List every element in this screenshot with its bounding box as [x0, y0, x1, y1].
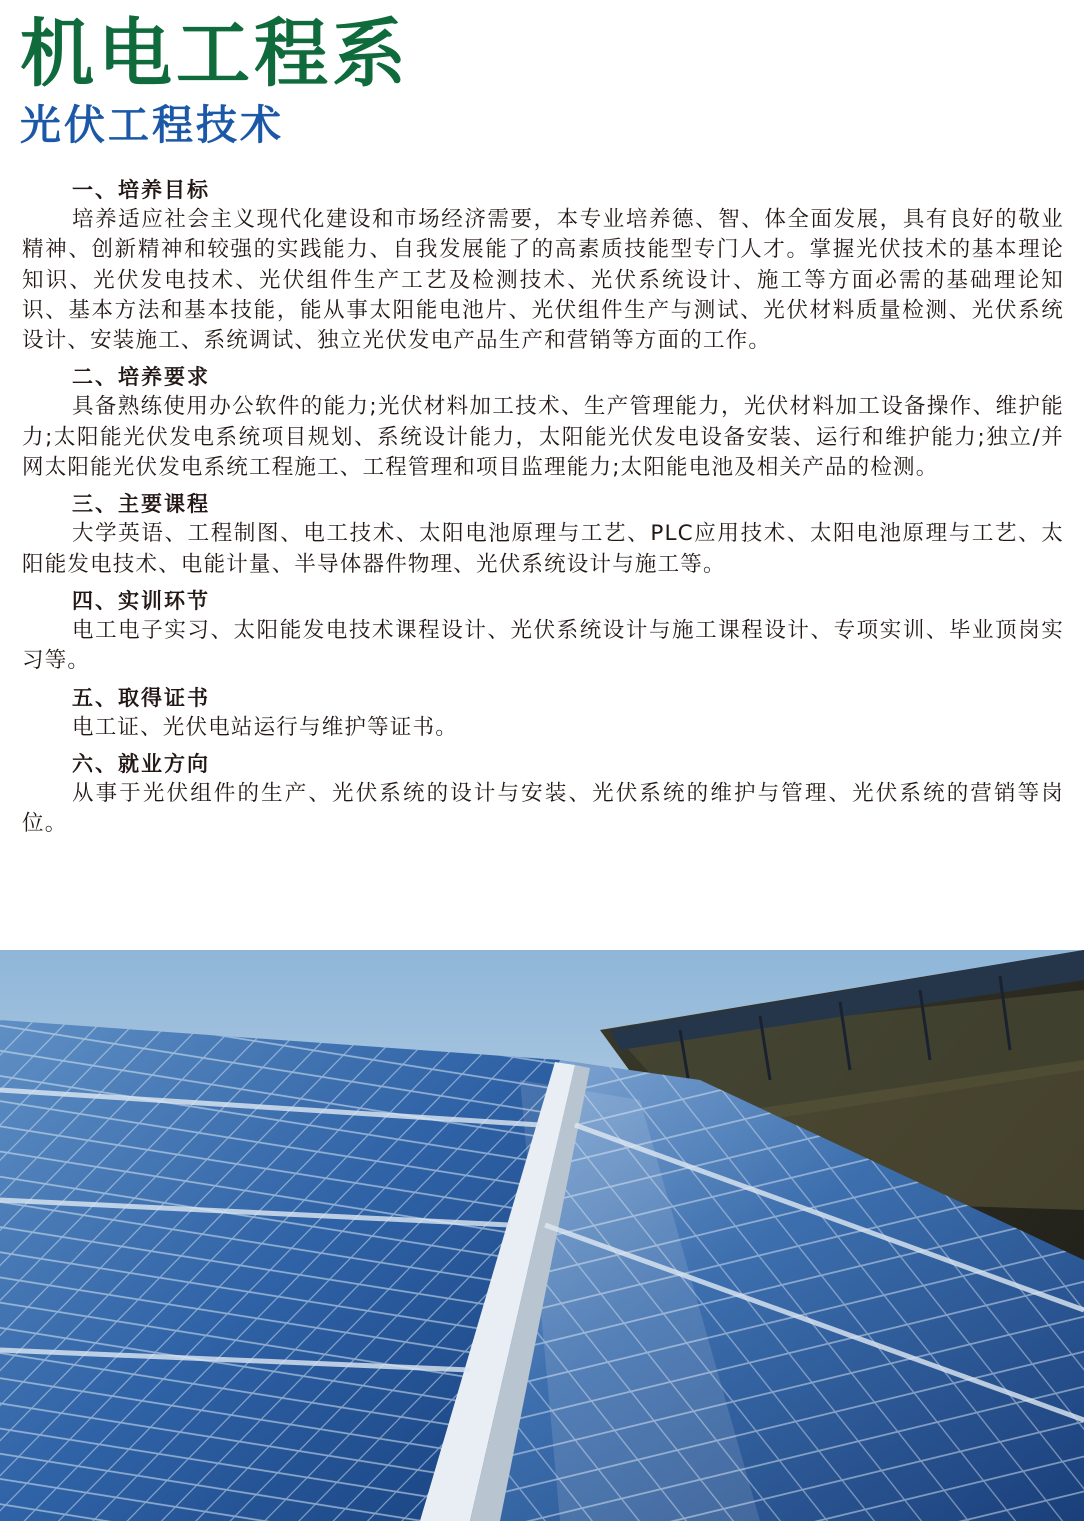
- section-heading: 四、实训环节: [72, 588, 210, 613]
- section-training-goals: [22, 175, 1064, 356]
- section-body: 培养适应社会主义现代化建设和市场经济需要，本专业培养德、智、体全面发展，具有良好的敬业精神、创新精神和较强的实践能力、自我发展能了的高素质技能型专门人才。掌握光伏技术的基本理论知识、光伏发电技术、光伏组件生产工艺及检测技术、光伏系统设计、施工等方面必需的基础理论知识、基本方法和基本技能，能从事太阳能电池片、光伏组件生产与测试、光伏材料质量检测、光伏系统设计、安装施工、系统调试、独立光伏发电产品生产和营销等方面的工作。: [22, 207, 1064, 354]
- section-career-direction: [22, 749, 1064, 840]
- major-title: 光伏工程技术: [20, 101, 284, 149]
- section-body: 具备熟练使用办公软件的能力;光伏材料加工技术、生产管理能力，光伏材料加工设备操作、维护能力;太阳能光伏发电系统项目规划、系统设计能力，太阳能光伏发电设备安装、运行和维护能力;独立/并网太阳能光伏发电系统工程施工、工程管理和项目监理能力;太阳能电池及相关产品的检测。: [22, 394, 1064, 481]
- section-heading: 六、就业方向: [72, 751, 210, 776]
- section-heading: 二、培养要求: [72, 365, 210, 390]
- section-heading: 三、主要课程: [72, 492, 210, 517]
- section-heading: 一、培养目标: [72, 178, 210, 202]
- program-description: [22, 175, 1064, 839]
- section-certificates: [22, 683, 1064, 743]
- section-body: 从事于光伏组件的生产、光伏系统的设计与安装、光伏系统的维护与管理、光伏系统的营销等岗位。: [22, 780, 1064, 837]
- section-body: 大学英语、工程制图、电工技术、太阳电池原理与工艺、PLC应用技术、太阳电池原理与工艺、太阳能发电技术、电能计量、半导体器件物理、光伏系统设计与施工等。: [22, 521, 1064, 577]
- section-heading: 五、取得证书: [72, 685, 210, 710]
- solar-panels-photo: [0, 950, 1084, 1521]
- department-title: 机电工程系: [20, 11, 410, 97]
- section-body: 电工电子实习、太阳能发电技术课程设计、光伏系统设计与施工课程设计、专项实训、毕业顶岗实习等。: [22, 617, 1064, 674]
- section-body: 电工证、光伏电站运行与维护等证书。: [72, 714, 458, 740]
- section-practical-training: [22, 586, 1064, 677]
- section-training-requirements: [22, 362, 1064, 483]
- section-main-courses: [22, 489, 1064, 580]
